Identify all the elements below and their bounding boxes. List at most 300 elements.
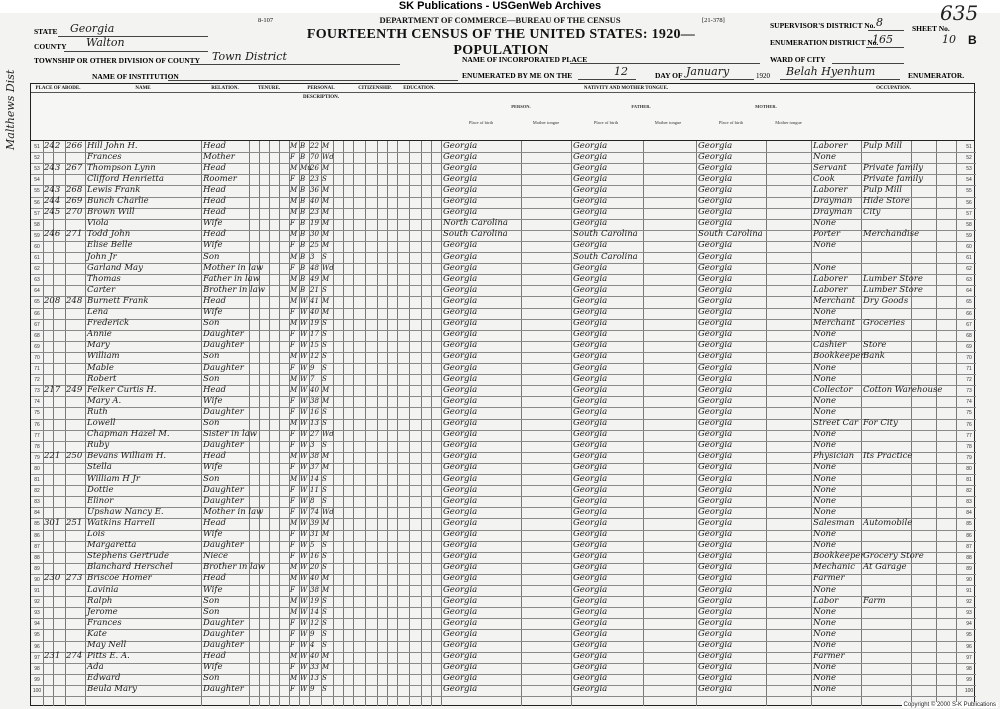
sex: F xyxy=(290,629,295,638)
margin-note: Malthews Dist xyxy=(4,69,17,150)
age: 40 xyxy=(310,197,319,205)
mother-birthplace: Georgia xyxy=(698,673,733,684)
line-number-right: 66 xyxy=(966,310,972,317)
mother-birthplace: Georgia xyxy=(698,595,733,606)
group-tenure: TENURE. xyxy=(249,84,289,93)
age: 17 xyxy=(310,330,319,339)
relation: Head xyxy=(203,184,226,195)
occupation: Cook xyxy=(813,173,835,184)
marital-status: S xyxy=(322,407,327,416)
age: 27 xyxy=(310,430,319,439)
township-underline xyxy=(190,64,400,65)
mother-birthplace: Georgia xyxy=(698,640,733,650)
person-birthplace: Georgia xyxy=(443,451,478,462)
occupation: Farmer xyxy=(813,651,845,662)
column-rule xyxy=(441,141,442,706)
sex: F xyxy=(290,641,295,649)
race: W xyxy=(300,629,308,638)
father-birthplace: Georgia xyxy=(573,329,608,340)
sex: M xyxy=(290,574,298,583)
race: B xyxy=(300,152,306,161)
archive-banner: SK Publications - USGenWeb Archives xyxy=(0,0,1000,13)
column-rule xyxy=(397,141,398,706)
occupation: None xyxy=(813,628,837,639)
race: B xyxy=(300,263,306,272)
mother-birthplace: Georgia xyxy=(698,473,733,484)
industry: Grocery Store xyxy=(863,551,924,562)
person-birthplace: Georgia xyxy=(443,295,478,306)
line-number: 59 xyxy=(34,232,40,239)
age: 38 xyxy=(310,396,319,405)
sex: F xyxy=(290,430,295,439)
person-birthplace: Georgia xyxy=(443,318,478,329)
relation: Daughter xyxy=(203,329,244,340)
age: 3 xyxy=(310,252,315,261)
person-birthplace: North Carolina xyxy=(443,218,508,229)
race: B xyxy=(300,285,306,294)
line-number: 92 xyxy=(34,599,40,606)
person-birthplace-head: Place of birth xyxy=(468,120,494,125)
line-number-right: 96 xyxy=(966,643,972,650)
race: W xyxy=(300,407,308,416)
occupation: Salesman xyxy=(813,517,855,528)
sex: F xyxy=(290,552,295,561)
sex: F xyxy=(290,618,295,627)
age: 40 xyxy=(310,574,319,583)
race: Mu xyxy=(300,163,312,172)
supervisor-underline xyxy=(868,30,904,31)
race: W xyxy=(300,441,308,450)
age: 39 xyxy=(310,518,319,527)
industry: Hide Store xyxy=(863,196,910,206)
sex: M xyxy=(290,274,298,283)
age: 8 xyxy=(310,496,315,505)
occupation: None xyxy=(813,406,837,417)
age: 13 xyxy=(310,419,319,427)
dwelling-number: 243 xyxy=(44,184,61,195)
race: W xyxy=(300,563,308,572)
marital-status: M xyxy=(322,463,330,472)
sex: F xyxy=(290,219,295,228)
father-birthplace: Georgia xyxy=(573,495,608,506)
father-birthplace: Georgia xyxy=(573,284,608,295)
group-occupation: OCCUPATION. xyxy=(811,84,976,93)
sex: F xyxy=(290,341,295,350)
line-number-right: 76 xyxy=(966,421,972,428)
person-birthplace: Georgia xyxy=(443,473,478,484)
age: 38 xyxy=(310,452,319,461)
person-name: May Nell xyxy=(87,640,127,650)
ward-label: WARD OF CITY xyxy=(770,55,826,64)
line-number-right: 75 xyxy=(966,410,972,417)
age: 21 xyxy=(310,285,319,294)
occupation: Cashier xyxy=(813,340,847,351)
mother-tongue-head: Mother tongue xyxy=(775,120,802,125)
occupation: Street Car xyxy=(813,418,859,428)
line-number: 64 xyxy=(34,288,40,295)
father-birthplace: Georgia xyxy=(573,273,608,284)
mother-birthplace: Georgia xyxy=(698,218,733,229)
marital-status: M xyxy=(322,585,330,594)
occupation: Drayman xyxy=(813,207,853,218)
relation: Daughter xyxy=(203,495,244,506)
row-rule xyxy=(31,696,976,697)
relation: Brother in law xyxy=(203,284,266,295)
column-rule xyxy=(279,141,280,706)
age: 7 xyxy=(310,374,315,383)
industry: Pulp Mill xyxy=(863,140,902,151)
family-number: 251 xyxy=(66,517,83,528)
mother-birthplace: Georgia xyxy=(698,196,733,206)
person-name: Kate xyxy=(87,628,107,639)
father-birthplace: Georgia xyxy=(573,384,608,395)
age: 5 xyxy=(310,541,315,550)
person-birthplace: Georgia xyxy=(443,373,478,384)
line-number: 67 xyxy=(34,321,40,328)
marital-status: S xyxy=(322,374,327,383)
occupation: None xyxy=(813,684,837,695)
family-number: 269 xyxy=(66,196,83,206)
sex: M xyxy=(290,230,298,239)
occupation: Bookkeeper xyxy=(813,551,865,562)
occupation: None xyxy=(813,362,837,373)
father-birthplace: Georgia xyxy=(573,484,608,495)
person-name: Upshaw Nancy E. xyxy=(87,506,164,517)
age: 9 xyxy=(310,629,315,638)
marital-status: M xyxy=(322,574,330,583)
occupation: Mechanic xyxy=(813,562,855,573)
industry: Private family xyxy=(863,162,924,173)
father-birthplace: Georgia xyxy=(573,184,608,195)
line-number-right: 98 xyxy=(966,665,972,672)
father-birthplace: Georgia xyxy=(573,151,608,162)
sex: M xyxy=(290,385,298,394)
line-number: 77 xyxy=(34,432,40,439)
line-number-right: 62 xyxy=(966,266,972,273)
marital-status: Wd xyxy=(322,507,334,516)
column-rule xyxy=(387,141,388,706)
person-name: Robert xyxy=(87,373,117,384)
person-birthplace: Georgia xyxy=(443,196,478,206)
mother-birthplace: Georgia xyxy=(698,340,733,351)
mother-birthplace: Georgia xyxy=(698,484,733,495)
person-birthplace: Georgia xyxy=(443,140,478,151)
person-name: Mable xyxy=(87,362,114,373)
person-birthplace: Georgia xyxy=(443,395,478,406)
line-number: 73 xyxy=(34,388,40,395)
father-birthplace: Georgia xyxy=(573,640,608,650)
column-rule xyxy=(259,141,260,706)
person-birthplace: Georgia xyxy=(443,551,478,562)
father-birthplace: Georgia xyxy=(573,406,608,417)
father-birthplace: Georgia xyxy=(573,451,608,462)
race: B xyxy=(300,141,306,150)
person-birthplace: Georgia xyxy=(443,262,478,273)
person-name: Briscoe Homer xyxy=(87,573,152,584)
column-rule xyxy=(269,141,270,706)
age: 19 xyxy=(310,319,319,328)
relation: Brother in law xyxy=(203,562,266,573)
industry: Store xyxy=(863,340,887,351)
person-birthplace: Georgia xyxy=(443,462,478,473)
age: 11 xyxy=(310,485,319,494)
race: W xyxy=(300,541,308,550)
sex: M xyxy=(290,163,298,172)
occupation: None xyxy=(813,495,837,506)
father-birthplace: Georgia xyxy=(573,551,608,562)
race: W xyxy=(300,518,308,527)
race: W xyxy=(300,618,308,627)
occupation: Servant xyxy=(813,162,847,173)
marital-status: M xyxy=(322,185,330,194)
sex: M xyxy=(290,474,298,483)
industry: Its Practice xyxy=(863,451,913,462)
marital-status: S xyxy=(322,474,327,483)
father-birthplace: Georgia xyxy=(573,529,608,539)
column-rule xyxy=(201,141,202,706)
marital-status: S xyxy=(322,363,327,372)
father-birthplace: Georgia xyxy=(573,140,608,151)
father-birthplace: Georgia xyxy=(573,362,608,373)
relation: Son xyxy=(203,251,220,262)
mother-birthplace: Georgia xyxy=(698,373,733,384)
mother-birthplace: Georgia xyxy=(698,651,733,662)
relation: Wife xyxy=(203,218,223,229)
age: 12 xyxy=(310,352,319,361)
person-birthplace: Georgia xyxy=(443,284,478,295)
occupation: None xyxy=(813,640,837,650)
person-birthplace: Georgia xyxy=(443,340,478,351)
person-birthplace: Georgia xyxy=(443,673,478,684)
industry: Lumber Store xyxy=(863,284,923,295)
relation: Son xyxy=(203,473,220,484)
line-number-right: 55 xyxy=(966,188,972,195)
marital-status: S xyxy=(322,285,327,294)
stamped-page-number: 635 xyxy=(940,1,979,25)
age: 49 xyxy=(310,274,319,283)
line-number: 81 xyxy=(34,477,40,483)
person-name: Beula Mary xyxy=(87,684,137,695)
relation: Daughter xyxy=(203,540,244,551)
person-name: Pitts E. A. xyxy=(87,651,130,662)
marital-status: M xyxy=(322,274,330,283)
line-number: 57 xyxy=(34,210,40,217)
line-number-right: 72 xyxy=(966,377,972,384)
father-birthplace: Georgia xyxy=(573,196,608,206)
relation: Daughter xyxy=(203,406,244,417)
line-number: 76 xyxy=(34,421,40,428)
age: 40 xyxy=(310,652,319,661)
marital-status: S xyxy=(322,641,327,649)
mother-birthplace: Georgia xyxy=(698,395,733,406)
occupation: Drayman xyxy=(813,196,853,206)
occupation: Physician xyxy=(813,451,855,462)
person-name: William xyxy=(87,351,120,362)
line-number-right: 83 xyxy=(966,499,972,506)
line-number: 78 xyxy=(34,443,40,450)
race: B xyxy=(300,274,306,283)
line-number: 62 xyxy=(34,266,40,273)
supervisor-value: 8 xyxy=(876,16,883,29)
line-number: 72 xyxy=(34,377,40,384)
occupation: None xyxy=(813,329,837,340)
father-birthplace: Georgia xyxy=(573,373,608,384)
occupation: Merchant xyxy=(813,318,855,329)
relation: Wife xyxy=(203,662,223,673)
relation: Daughter xyxy=(203,484,244,495)
line-number-right: 59 xyxy=(966,232,972,239)
father-birthplace-head: Place of birth xyxy=(593,120,619,125)
person-name: Stella xyxy=(87,462,112,473)
marital-status: M xyxy=(322,230,330,239)
line-number: 60 xyxy=(34,243,40,250)
line-number: 70 xyxy=(34,354,40,361)
race: W xyxy=(300,674,308,683)
age: 14 xyxy=(310,607,319,616)
person-name: Ruth xyxy=(87,406,108,417)
age: 70 xyxy=(310,152,319,161)
father-birthplace: Georgia xyxy=(573,418,608,428)
person-birthplace: Georgia xyxy=(443,240,478,251)
age: 23 xyxy=(310,174,319,183)
age: 16 xyxy=(310,552,319,561)
father-birthplace: Georgia xyxy=(573,628,608,639)
person-name: Dottie xyxy=(87,484,114,495)
person-name: Bevans William H. xyxy=(87,451,167,462)
occupation: Collector xyxy=(813,384,853,395)
state-label: STATE xyxy=(34,27,58,36)
father-birthplace: Georgia xyxy=(573,395,608,406)
relation: Son xyxy=(203,351,220,362)
occupation: None xyxy=(813,151,837,162)
mother-birthplace: Georgia xyxy=(698,440,733,451)
dwelling-number: 231 xyxy=(44,651,61,662)
age: 31 xyxy=(310,530,319,538)
person-name: Viola xyxy=(87,218,109,229)
sex: M xyxy=(290,652,298,661)
relation: Head xyxy=(203,207,226,218)
marital-status: M xyxy=(322,452,330,461)
father-birthplace: South Carolina xyxy=(573,229,638,240)
group-place-of-abode: PLACE OF ABODE. xyxy=(31,84,85,93)
mother-birthplace: Georgia xyxy=(698,184,733,195)
mother-birthplace: Georgia xyxy=(698,140,733,151)
column-rule xyxy=(696,141,697,706)
marital-status: S xyxy=(322,563,327,572)
dwelling-number: 246 xyxy=(44,229,61,240)
occupation: None xyxy=(813,218,837,229)
mother-birthplace: Georgia xyxy=(698,384,733,395)
mother-birthplace: Georgia xyxy=(698,628,733,639)
mother-birthplace: Georgia xyxy=(698,551,733,562)
person-name: Lena xyxy=(87,307,109,317)
race: B xyxy=(300,174,306,183)
sex: F xyxy=(290,485,295,494)
father-birthplace: Georgia xyxy=(573,562,608,573)
marital-status: S xyxy=(322,596,327,605)
occupation: None xyxy=(813,473,837,484)
institution-underline xyxy=(168,80,458,81)
father-birthplace: Georgia xyxy=(573,540,608,551)
father-birthplace: Georgia xyxy=(573,318,608,329)
line-number-right: 99 xyxy=(966,676,972,683)
race: W xyxy=(300,374,308,383)
line-number: 63 xyxy=(34,277,40,284)
race: W xyxy=(300,330,308,339)
mother-birthplace: Georgia xyxy=(698,273,733,284)
relation: Daughter xyxy=(203,440,244,451)
sheet-side: B xyxy=(968,33,977,47)
person-birthplace: Georgia xyxy=(443,151,478,162)
marital-status: S xyxy=(322,485,327,494)
line-number: 74 xyxy=(34,399,40,406)
relation: Head xyxy=(203,295,226,306)
mother-birthplace: Georgia xyxy=(698,684,733,695)
relation: Son xyxy=(203,318,220,329)
sex: F xyxy=(290,152,295,161)
mother-birthplace: Georgia xyxy=(698,540,733,551)
marital-status: S xyxy=(322,607,327,616)
person-birthplace: Georgia xyxy=(443,351,478,362)
race: W xyxy=(300,452,308,461)
person-birthplace: Georgia xyxy=(443,562,478,573)
county-value: Walton xyxy=(86,36,125,49)
age: 74 xyxy=(310,507,319,516)
person-name: Blanchard Herschel xyxy=(87,562,173,573)
county-underline xyxy=(64,51,208,52)
line-number: 79 xyxy=(34,454,40,461)
marital-status: M xyxy=(322,241,330,250)
column-rule xyxy=(249,141,250,706)
relation: Son xyxy=(203,373,220,384)
person-birthplace: Georgia xyxy=(443,506,478,517)
occupation: Laborer xyxy=(813,284,848,295)
line-number: 95 xyxy=(34,632,40,639)
person-birthplace: South Carolina xyxy=(443,229,508,240)
line-number: 53 xyxy=(34,166,40,173)
person-birthplace: Georgia xyxy=(443,640,478,650)
line-number: 71 xyxy=(34,366,40,372)
sex: M xyxy=(290,452,298,461)
marital-status: S xyxy=(322,319,327,328)
county-label: COUNTY xyxy=(34,42,67,51)
mother-birthplace: Georgia xyxy=(698,406,733,417)
sex: M xyxy=(290,352,298,361)
line-number: 54 xyxy=(34,177,40,184)
father-birthplace: Georgia xyxy=(573,307,608,317)
industry: At Garage xyxy=(863,562,907,573)
marital-status: M xyxy=(322,296,330,305)
sheet-value: 10 xyxy=(942,33,956,46)
marital-status: S xyxy=(322,441,327,450)
line-number-right: 52 xyxy=(966,155,972,162)
person-name: Lavinia xyxy=(87,584,119,595)
father-birthplace: Georgia xyxy=(573,584,608,595)
mother-birthplace: Georgia xyxy=(698,429,733,440)
race: W xyxy=(300,596,308,605)
race: W xyxy=(300,352,308,361)
race: W xyxy=(300,685,308,694)
relation: Mother xyxy=(203,151,235,162)
occupation: Merchant xyxy=(813,295,855,306)
sex: F xyxy=(290,463,295,472)
census-title: FOURTEENTH CENSUS OF THE UNITED STATES: 1920—POPULATION xyxy=(306,27,696,58)
family-number: 271 xyxy=(66,229,83,240)
race: W xyxy=(300,463,308,472)
person-name: Mary A. xyxy=(87,395,122,406)
relation: Mother in law xyxy=(203,506,264,517)
mother-birthplace: Georgia xyxy=(698,284,733,295)
